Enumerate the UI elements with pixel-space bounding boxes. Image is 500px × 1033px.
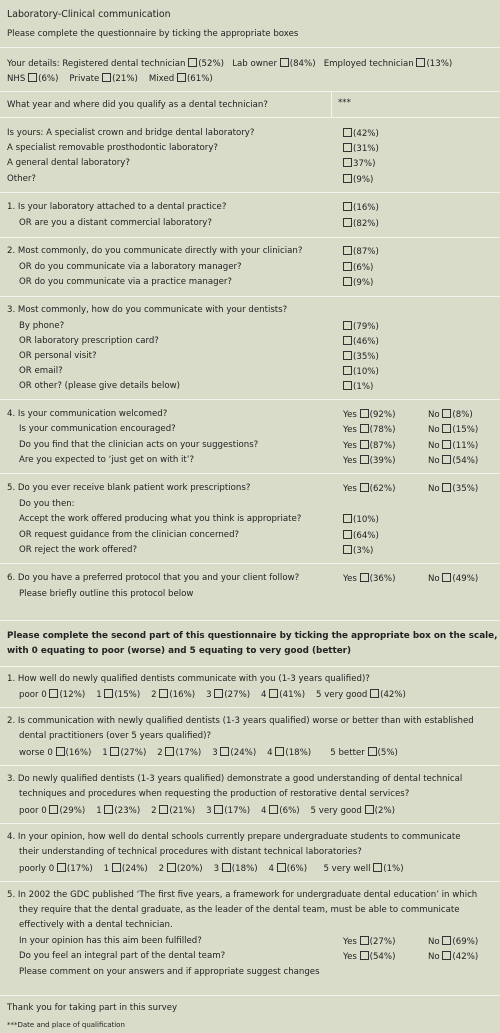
q3-label: OR laboratory prescription card? — [19, 336, 159, 346]
footnote: ***Date and place of qualification — [7, 1021, 125, 1029]
checkbox[interactable] — [343, 246, 352, 255]
q5-option: (3%) — [343, 545, 373, 556]
p2q5-question-line2: they require that the dental graduate, as the leader of the dental team, must be able to communicate — [19, 905, 460, 915]
p2q3-question-line1: 3. Do newly qualified dentists (1-3 years qualified) demonstrate a good understanding of dental technical — [7, 774, 463, 784]
thank-you-text: Thank you for taking part in this survey — [7, 1003, 178, 1013]
q4-yes: Yes (87%) — [343, 441, 396, 451]
p2q5-question-line1: 5. In 2002 the GDC published ‘The first five years, a framework for undergraduate dental education’ in which — [7, 890, 478, 900]
q4-label: Are you expected to ‘just get on with it’? — [19, 455, 195, 465]
q4-no: No (54%) — [428, 456, 479, 466]
q6-no: No (49%) — [428, 574, 479, 584]
checkbox[interactable] — [275, 747, 284, 756]
qualify-question: What year and where did you qualify as a dental technician? — [7, 100, 268, 110]
q6-question: 6. Do you have a preferred protocol that you and your client follow? — [7, 573, 300, 583]
q3-option: (10%) — [343, 366, 379, 377]
checkbox[interactable] — [159, 805, 168, 814]
checkbox[interactable] — [177, 73, 186, 82]
checkbox[interactable] — [343, 202, 352, 211]
checkbox[interactable] — [167, 863, 176, 872]
q6-note: Please briefly outline this protocol below — [19, 589, 194, 599]
lab-type-option: (42%) — [343, 128, 379, 139]
q3-question: 3. Most commonly, how do you communicate with your dentists? — [7, 305, 288, 315]
checkbox[interactable] — [343, 336, 352, 345]
checkbox[interactable] — [360, 951, 369, 960]
q2-option: (6%) — [343, 262, 373, 273]
lab-type-option: 37%) — [343, 158, 375, 169]
checkbox[interactable] — [343, 277, 352, 286]
q1-option: (16%) — [343, 202, 379, 213]
checkbox[interactable] — [343, 174, 352, 183]
q4-yes: Yes (78%) — [343, 425, 396, 435]
checkbox[interactable] — [280, 58, 289, 67]
q5-label: OR request guidance from the clinician concerned? — [19, 530, 240, 540]
p2q3-question-line2: techniques and procedures when requesting the production of restorative dental services? — [19, 789, 410, 799]
checkbox[interactable] — [416, 58, 425, 67]
checkbox[interactable] — [214, 805, 223, 814]
q3-option: (1%) — [343, 381, 373, 392]
q2-label: OR do you communicate via a laboratory manager? — [19, 262, 242, 272]
q4-yes: Yes (39%) — [343, 456, 396, 466]
checkbox[interactable] — [360, 936, 369, 945]
lab-type-option: (31%) — [343, 143, 379, 154]
details-row-2: NHS (6%) Private (21%) Mixed (61%) — [7, 74, 213, 84]
q2-option: (9%) — [343, 277, 373, 288]
checkbox[interactable] — [343, 158, 352, 167]
checkbox[interactable] — [343, 530, 352, 539]
p2q5-comment: Please comment on your answers and if appropriate suggest changes — [19, 967, 320, 977]
checkbox[interactable] — [214, 689, 223, 698]
checkbox[interactable] — [49, 689, 58, 698]
q3-label: OR other? (please give details below) — [19, 381, 180, 391]
p2q5-label: In your opinion has this aim been fulfilled? — [19, 936, 202, 946]
checkbox[interactable] — [370, 689, 379, 698]
checkbox[interactable] — [222, 863, 231, 872]
checkbox[interactable] — [343, 381, 352, 390]
part2-heading-line2: with 0 equating to poor (worse) and 5 equating to very good (better) — [7, 646, 352, 656]
checkbox[interactable] — [188, 58, 197, 67]
checkbox[interactable] — [343, 545, 352, 554]
checkbox[interactable] — [360, 440, 369, 449]
q1-label: 1. Is your laboratory attached to a dental practice? — [7, 202, 227, 212]
checkbox[interactable] — [165, 747, 174, 756]
q2-label: 2. Most commonly, do you communicate directly with your clinician? — [7, 246, 303, 256]
q2-option: (87%) — [343, 246, 379, 257]
p2q5-question-line3: effectively with a dental technician. — [19, 920, 173, 930]
checkbox[interactable] — [277, 863, 286, 872]
checkbox[interactable] — [365, 805, 374, 814]
checkbox[interactable] — [269, 689, 278, 698]
q4-yes: Yes (92%) — [343, 410, 396, 420]
q3-label: OR personal visit? — [19, 351, 97, 361]
lab-type-option: (9%) — [343, 174, 373, 185]
checkbox[interactable] — [442, 440, 451, 449]
checkbox[interactable] — [360, 455, 369, 464]
q5-option: (10%) — [343, 514, 379, 525]
p2q2-question-line2: dental practitioners (over 5 years qualified)? — [19, 731, 212, 741]
checkbox[interactable] — [442, 951, 451, 960]
checkbox[interactable] — [360, 573, 369, 582]
checkbox[interactable] — [442, 936, 451, 945]
p2q5-no: No (69%) — [428, 937, 479, 947]
checkbox[interactable] — [373, 863, 382, 872]
checkbox[interactable] — [343, 128, 352, 137]
checkbox[interactable] — [343, 366, 352, 375]
q5-option: (64%) — [343, 530, 379, 541]
q3-option: (79%) — [343, 321, 379, 332]
p2q5-no: No (42%) — [428, 952, 479, 962]
checkbox[interactable] — [343, 351, 352, 360]
p2q1-scale: poor 0 (12%) 1 (15%) 2 (16%) 3 (27%) 4 (41%) 5 very good (42%) — [19, 690, 406, 700]
p2q5-label: Do you feel an integral part of the dental team? — [19, 951, 226, 961]
checkbox[interactable] — [104, 805, 113, 814]
checkbox[interactable] — [57, 863, 66, 872]
q3-option: (46%) — [343, 336, 379, 347]
checkbox[interactable] — [343, 143, 352, 152]
checkbox[interactable] — [220, 747, 229, 756]
checkbox[interactable] — [104, 689, 113, 698]
p2q3-scale: poor 0 (29%) 1 (23%) 2 (21%) 3 (17%) 4 (6%) 5 very good (2%) — [19, 806, 395, 816]
checkbox[interactable] — [110, 747, 119, 756]
checkbox[interactable] — [102, 73, 111, 82]
q5-question: 5. Do you ever receive blank patient work prescriptions? — [7, 483, 251, 493]
p2q4-question-line1: 4. In your opinion, how well do dental schools currently prepare undergraduate students to communicate — [7, 832, 461, 842]
q4-no: No (11%) — [428, 441, 479, 451]
p2q4-scale: poorly 0 (17%) 1 (24%) 2 (20%) 3 (18%) 4 (6%) 5 very well (1%) — [19, 864, 404, 874]
checkbox[interactable] — [442, 573, 451, 582]
p2q4-question-line2: their understanding of technical procedures with distant technical laboratories? — [19, 847, 362, 857]
q4-label: Is your communication encouraged? — [19, 424, 176, 434]
checkbox[interactable] — [368, 747, 377, 756]
q4-label: 4. Is your communication welcomed? — [7, 409, 168, 419]
p2q2-question-line1: 2. Is communication with newly qualified dentists (1-3 years qualified) worse or better than with established — [7, 716, 474, 726]
q4-no: No (8%) — [428, 410, 473, 420]
checkbox[interactable] — [343, 218, 352, 227]
checkbox[interactable] — [269, 805, 278, 814]
q3-label: OR email? — [19, 366, 63, 376]
q5-label: Accept the work offered producing what you think is appropriate? — [19, 514, 302, 524]
checkbox[interactable] — [360, 483, 369, 492]
q6-yes: Yes (36%) — [343, 574, 396, 584]
q4-label: Do you find that the clinician acts on your suggestions? — [19, 440, 259, 450]
checkbox[interactable] — [49, 805, 58, 814]
checkbox[interactable] — [442, 483, 451, 492]
checkbox[interactable] — [442, 455, 451, 464]
checkbox[interactable] — [360, 424, 369, 433]
q2-label: OR do you communicate via a practice manager? — [19, 277, 232, 287]
p2q1-question: 1. How well do newly qualified dentists communicate with you (1-3 years qualified)? — [7, 674, 370, 684]
q1-label: OR are you a distant commercial laboratory? — [19, 218, 212, 228]
lab-type-label: Is yours: A specialist crown and bridge dental laboratory? — [7, 128, 255, 138]
checkbox[interactable] — [343, 321, 352, 330]
q5-then: Do you then: — [19, 499, 75, 509]
checkbox[interactable] — [343, 514, 352, 523]
lab-type-label: A specialist removable prosthodontic laboratory? — [7, 143, 218, 153]
page-title: Laboratory-Clinical communication — [7, 9, 171, 20]
part2-heading-line1: Please complete the second part of this questionnaire by ticking the appropriate box on the scale, — [7, 631, 498, 641]
p2q5-yes: Yes (27%) — [343, 937, 396, 947]
q3-option: (35%) — [343, 351, 379, 362]
details-row-1: Your details: Registered dental technician (52%) Lab owner (84%) Employed technician (13%) — [7, 59, 453, 69]
checkbox[interactable] — [360, 409, 369, 418]
q1-option: (82%) — [343, 218, 379, 229]
p2q2-scale: worse 0 (16%) 1 (27%) 2 (17%) 3 (24%) 4 (18%) 5 better (5%) — [19, 748, 398, 758]
checkbox[interactable] — [159, 689, 168, 698]
q5-no: No (35%) — [428, 484, 479, 494]
page-subtitle: Please complete the questionnaire by ticking the appropriate boxes — [7, 29, 299, 39]
q3-label: By phone? — [19, 321, 65, 331]
checkbox[interactable] — [56, 747, 65, 756]
lab-type-label: Other? — [7, 174, 36, 184]
q5-label: OR reject the work offered? — [19, 545, 138, 555]
q4-no: No (15%) — [428, 425, 479, 435]
checkbox[interactable] — [112, 863, 121, 872]
p2q5-yes: Yes (54%) — [343, 952, 396, 962]
checkbox[interactable] — [442, 424, 451, 433]
checkbox[interactable] — [442, 409, 451, 418]
lab-type-label: A general dental laboratory? — [7, 158, 130, 168]
q5-yes: Yes (62%) — [343, 484, 396, 494]
checkbox[interactable] — [343, 262, 352, 271]
checkbox[interactable] — [28, 73, 37, 82]
qualify-answer: *** — [338, 98, 351, 108]
